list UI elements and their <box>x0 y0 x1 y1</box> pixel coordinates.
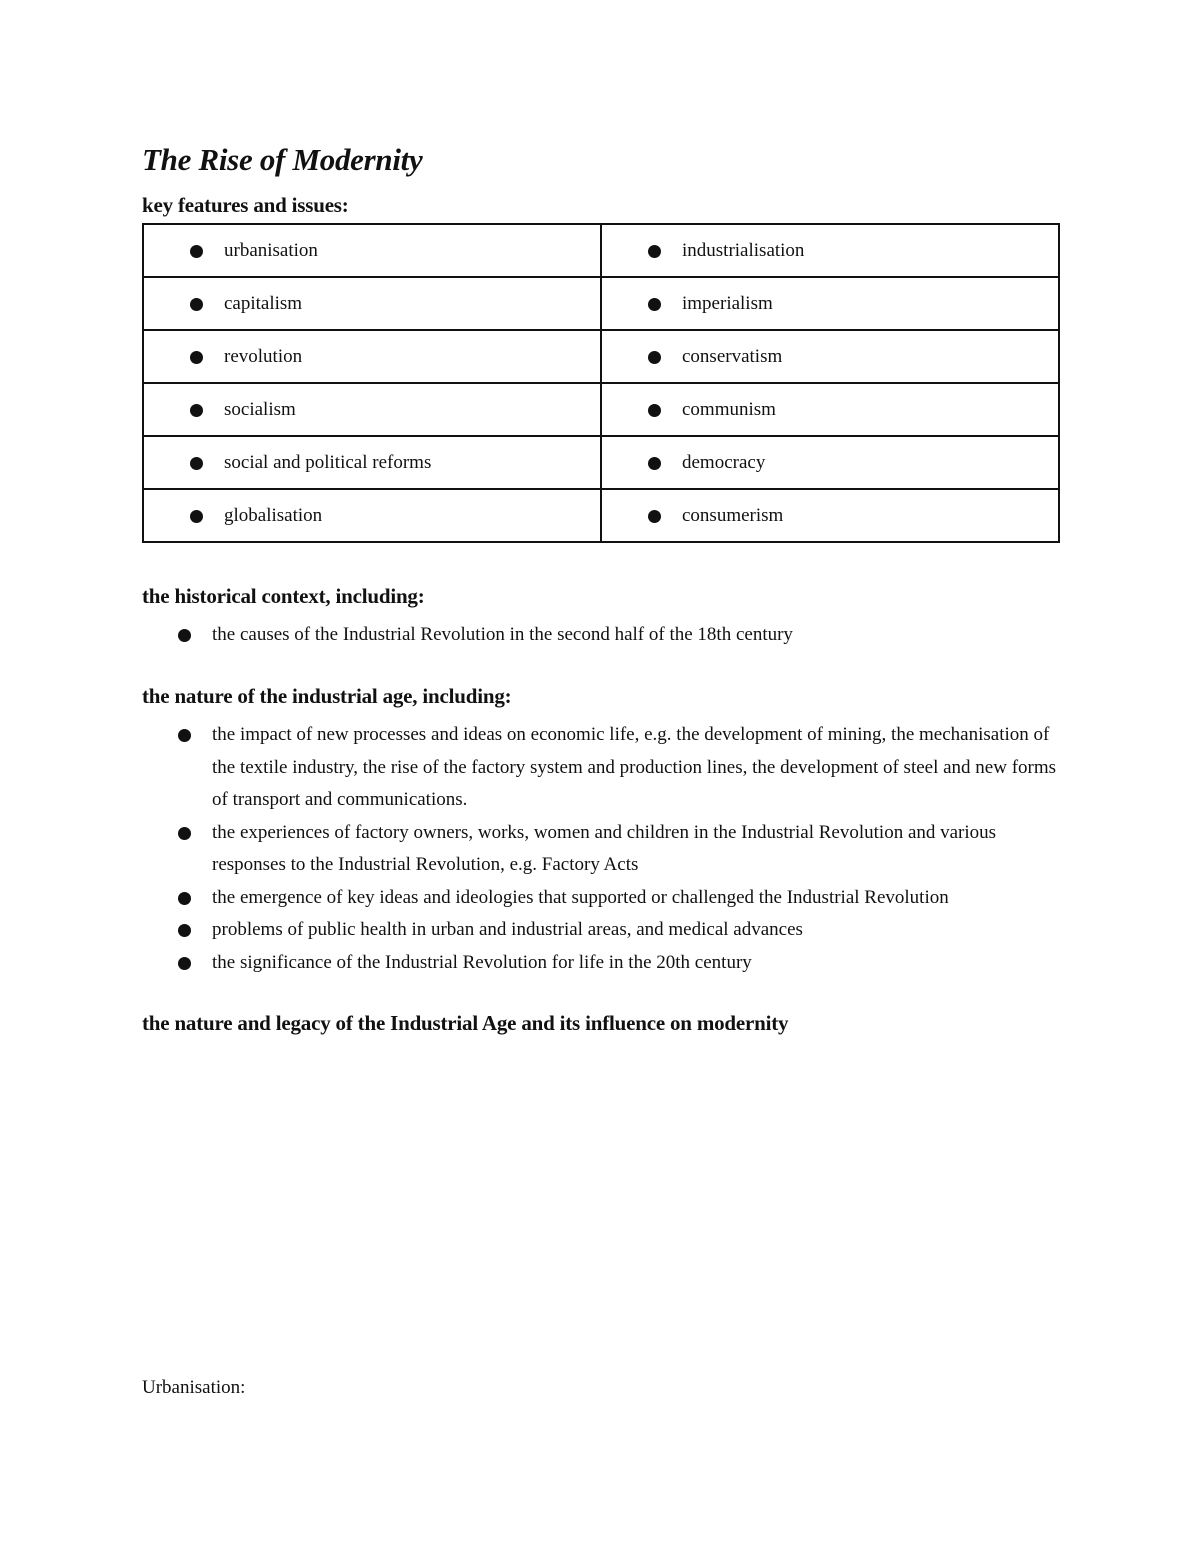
table-cell <box>143 330 601 383</box>
bullet-icon <box>648 404 661 417</box>
table-cell <box>601 277 1059 330</box>
feature-label: communism <box>682 398 776 420</box>
bullet-icon <box>648 245 661 258</box>
historical-context-heading: the historical context, including: <box>142 584 425 608</box>
list-item <box>174 619 1064 652</box>
table-row <box>143 224 1059 277</box>
page-title: The Rise of Modernity <box>142 142 423 177</box>
table-cell <box>143 436 601 489</box>
bullet-icon <box>178 924 191 937</box>
bullet-icon <box>648 351 661 364</box>
table-cell <box>601 489 1059 542</box>
feature-label: revolution <box>224 345 303 367</box>
table-row <box>143 330 1059 383</box>
bullet-icon <box>190 298 203 311</box>
table-cell <box>601 436 1059 489</box>
table-row <box>143 277 1059 330</box>
feature-label: capitalism <box>224 292 303 314</box>
table-row <box>143 436 1059 489</box>
key-features-heading: key features and issues: <box>142 193 349 217</box>
feature-label: globalisation <box>224 504 323 526</box>
bullet-icon <box>178 827 191 840</box>
list-item-text: the causes of the Industrial Revolution in the second half of the 18th century <box>212 624 793 645</box>
feature-label: conservatism <box>682 345 783 367</box>
list-item-text: the significance of the Industrial Revolution for life in the 20th century <box>212 951 752 973</box>
list-item <box>174 817 1064 882</box>
table-cell <box>143 224 601 277</box>
feature-label: socialism <box>224 398 296 420</box>
table-cell <box>601 383 1059 436</box>
historical-context-list <box>174 619 1064 652</box>
urbanisation-label: Urbanisation: <box>142 1377 246 1398</box>
feature-label: imperialism <box>682 292 773 314</box>
table-cell <box>601 330 1059 383</box>
table-row <box>143 383 1059 436</box>
legacy-heading: the nature and legacy of the Industrial Age and its influence on modernity <box>142 1011 789 1035</box>
industrial-age-heading: the nature of the industrial age, including: <box>142 684 512 708</box>
table-cell <box>601 224 1059 277</box>
list-item-text: the emergence of key ideas and ideologies that supported or challenged the Industrial Revolution <box>212 886 949 908</box>
bullet-icon <box>190 404 203 417</box>
bullet-icon <box>190 351 203 364</box>
feature-label: consumerism <box>682 504 784 526</box>
table-row <box>143 489 1059 542</box>
feature-label: social and political reforms <box>224 451 432 473</box>
table-cell <box>143 277 601 330</box>
feature-label: democracy <box>682 451 766 473</box>
list-item <box>174 719 1064 817</box>
bullet-icon <box>648 510 661 523</box>
bullet-icon <box>648 298 661 311</box>
industrial-age-list <box>174 719 1064 979</box>
feature-label: urbanisation <box>224 239 318 261</box>
table-cell <box>143 489 601 542</box>
list-item <box>174 914 1064 947</box>
table-cell <box>143 383 601 436</box>
bullet-icon <box>178 892 191 905</box>
bullet-icon <box>178 629 191 642</box>
list-item-text: problems of public health in urban and industrial areas, and medical advances <box>212 919 803 940</box>
key-features-table <box>142 223 1060 543</box>
bullet-icon <box>190 245 203 258</box>
list-item <box>174 947 1064 980</box>
bullet-icon <box>178 729 191 742</box>
bullet-icon <box>178 957 191 970</box>
bullet-icon <box>190 457 203 470</box>
list-item-text: the experiences of factory owners, works, women and children in the Industrial Revolution and various responses to the Industrial Revolution, e.g. Factory Acts <box>212 821 997 875</box>
bullet-icon <box>648 457 661 470</box>
list-item <box>174 882 1064 915</box>
list-item-text: the impact of new processes and ideas on economic life, e.g. the development of mining, the mechanisation of the textile industry, the rise of the factory system and production lines, the development of steel and new forms of transport and communications. <box>212 724 1057 810</box>
bullet-icon <box>190 510 203 523</box>
feature-label: industrialisation <box>682 239 805 261</box>
